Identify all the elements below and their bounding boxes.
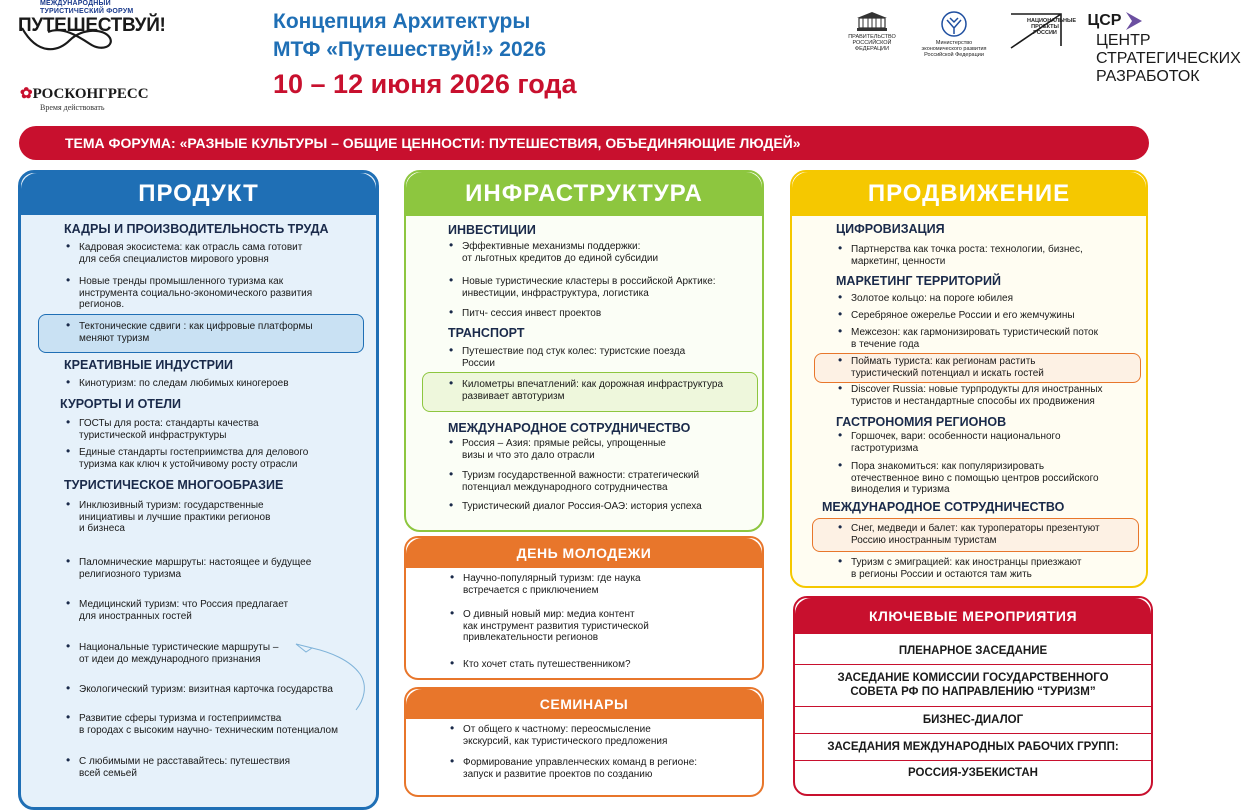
list-item: • Эффективные механизмы поддержки: от льготных кредитов до единой субсидии [462,241,658,264]
partner-logos [842,10,1241,86]
list-item: • Горшочек, вари: особенности национального гастротуризма [851,431,1061,454]
promotion-title: ПРОДВИЖЕНИЕ [792,172,1146,216]
product-section-staff: КАДРЫ И ПРОИЗВОДИТЕЛЬНОСТЬ ТРУДА [64,222,329,236]
key-event-state-council: ЗАСЕДАНИЕ КОМИССИИ ГОСУДАРСТВЕННОГО СОВЕТА РФ ПО НАПРАВЛЕНИЮ “ТУРИЗМ” [837,672,1109,698]
roscongress-logo [20,84,149,112]
divider [795,706,1151,707]
title-line-2: МТФ «Путешествуй!» 2026 [273,38,547,61]
page-title [273,8,546,64]
key-event-russia-uzbekistan: РОССИЯ-УЗБЕКИСТАН [908,767,1038,779]
list-item: • Научно-популярный туризм: где наука встречается с приключением [463,573,641,596]
roscongress-name: РОСКОНГРЕСС [32,86,149,102]
list-item: • Национальные туристические маршруты – от идеи до международного признания [79,642,278,665]
list-item: • Discover Russia: новые турпродукты для иностранных туристов и нестандартные способы их продвижения [851,384,1103,407]
forum-dates: 10 – 12 июня 2026 года [273,69,577,99]
forum-theme-bar: ТЕМА ФОРУМА: «РАЗНЫЕ КУЛЬТУРЫ – ОБЩИЕ ЦЕННОСТИ: ПУТЕШЕСТВИЯ, ОБЪЕДИНЯЮЩИЕ ЛЮДЕЙ» [19,126,1149,160]
list-item: • Туристический диалог Россия-ОАЭ: история успеха [462,501,702,513]
list-item: • Развитие сферы туризма и гостеприимства в городах с высоким научно- техническим потенциалом [79,713,338,736]
infra-section-investments: ИНВЕСТИЦИИ [448,223,536,237]
list-item: • Кто хочет стать путешественником? [463,659,631,671]
list-item: • Формирование управленческих команд в регионе: запуск и развитие проектов по созданию [463,757,697,780]
list-item-highlighted: • Километры впечатлений: как дорожная инфраструктура развивает автотуризм [462,379,723,402]
key-events-title: КЛЮЧЕВЫЕ МЕРОПРИЯТИЯ [795,598,1151,634]
key-event-working-groups: ЗАСЕДАНИЯ МЕЖДУНАРОДНЫХ РАБОЧИХ ГРУПП: [827,741,1119,753]
list-item: • Межсезон: как гармонизировать туристический поток в течение года [851,327,1098,350]
promo-section-marketing: МАРКЕТИНГ ТЕРРИТОРИЙ [836,274,1001,288]
partner-ministry [920,10,988,58]
list-item-highlighted: • Тектонические сдвиги : как цифровые платформы меняют туризм [79,321,313,344]
list-item: • Инклюзивный туризм: государственные инициативы и лучшие практики регионов и бизнеса [79,500,270,535]
forum-logo-small: МЕЖДУНАРОДНЫЙ ТУРИСТИЧЕСКИЙ ФОРУМ [40,0,134,15]
partner-government-name: ПРАВИТЕЛЬСТВО РОССИЙСКОЙ ФЕДЕРАЦИИ [848,34,896,52]
list-item: • Туризм государственной важности: стратегический потенциал международного сотрудничества [462,470,699,493]
list-item: • О дивный новый мир: медиа контент как инструмент развития туристической привлекательности регионов [463,609,649,644]
divider [795,733,1151,734]
partner-csr [1084,10,1241,86]
list-item: • Путешествие под стук колес: туристские поезда России [462,346,685,369]
partner-ministry-name: Министерство экономического развития Российской Федерации [921,40,987,58]
list-item: • Туризм с эмиграцией: как иностранцы приезжают в регионы России и остаются там жить [851,557,1081,580]
forum-logo [18,0,198,60]
list-item: • Паломнические маршруты: настоящее и будущее религиозного туризма [79,557,311,580]
infra-section-transport: ТРАНСПОРТ [448,326,525,340]
key-event-business-dialog: БИЗНЕС-ДИАЛОГ [922,714,1024,726]
list-item: • Пора знакомиться: как популяризировать отечественное вино с помощью центров российского виноделия и туризма [851,461,1099,496]
government-building-icon [855,10,889,32]
forum-loop-icon [18,22,128,56]
roscongress-sub: Время действовать [40,103,105,112]
promo-section-gastronomy: ГАСТРОНОМИЯ РЕГИОНОВ [836,415,1007,429]
youth-day-title: ДЕНЬ МОЛОДЕЖИ [406,538,762,568]
infrastructure-title: ИНФРАСТРУКТУРА [406,172,762,216]
product-section-creative: КРЕАТИВНЫЕ ИНДУСТРИИ [64,358,233,372]
csr-arrow-icon [1124,10,1144,32]
list-item: • Новые тренды промышленного туризма как инструмента социально-экономического развития регионов. [79,276,312,311]
divider [795,760,1151,761]
list-item: • Серебряное ожерелье России и его жемчужины [851,310,1075,322]
promo-section-digital: ЦИФРОВИЗАЦИЯ [836,222,945,236]
partner-government [842,10,902,52]
key-events-box [793,596,1153,796]
list-item: • Питч- сессия инвест проектов [462,308,601,320]
title-line-1: Концепция Архитектуры [273,10,531,33]
list-item: • ГОСТы для роста: стандарты качества туристической инфраструктуры [79,418,259,441]
list-item: • Кадровая экосистема: как отрасль сама готовит для себя специалистов мирового уровня [79,242,302,265]
csr-name: ЦСР [1087,12,1122,29]
eagle-emblem-icon [940,10,968,38]
list-item: • Единые стандарты гостеприимства для делового туризма как ключ к устойчивому росту отрасли [79,447,308,470]
product-section-resorts: КУРОРТЫ И ОТЕЛИ [60,397,182,411]
partner-national-projects [1006,10,1077,50]
list-item: • От общего к частному: переосмысление экскурсий, как туристического предложения [463,724,667,747]
list-item: • Россия – Азия: прямые рейсы, упрощенные визы и что это дало отрасли [462,438,666,461]
list-item-highlighted: • Поймать туриста: как регионам растить туристический потенциал и искать гостей [851,356,1044,379]
list-item: • Экологический туризм: визитная карточка государства [79,684,333,696]
list-item: • Медицинский туризм: что Россия предлагает для иностранных гостей [79,599,288,622]
promo-section-international: МЕЖДУНАРОДНОЕ СОТРУДНИЧЕСТВО [822,500,1065,514]
product-title: ПРОДУКТ [21,173,376,215]
divider [795,664,1151,665]
seminars-title: СЕМИНАРЫ [406,689,762,719]
key-event-plenary: ПЛЕНАРНОЕ ЗАСЕДАНИЕ [898,645,1048,657]
partner-national-projects-name: НАЦИОНАЛЬНЫЕ ПРОЕКТЫ РОССИИ [1027,18,1077,36]
list-item-highlighted: • Снег, медведи и балет: как туроператоры презентуют Россию иностранным туристам [851,523,1100,546]
forum-logo-big: ПУТЕШЕСТВУЙ! [18,15,166,36]
product-section-diversity: ТУРИСТИЧЕСКОЕ МНОГООБРАЗИЕ [64,478,284,492]
list-item: • Партнерства как точка роста: технологии, бизнес, маркетинг, ценности [851,244,1083,267]
airplane-trail-icon [290,634,370,714]
list-item: • С любимыми не расставайтесь: путешествия всей семьей [79,756,290,779]
roscongress-flower-icon: ✿ [20,86,33,102]
list-item: • Золотое кольцо: на пороге юбилея [851,293,1013,305]
list-item: • Кинотуризм: по следам любимых киногероев [79,378,289,390]
csr-sub: ЦЕНТР СТРАТЕГИЧЕСКИХ РАЗРАБОТОК [1096,32,1241,85]
list-item: • Новые туристические кластеры в российской Арктике: инвестиции, инфраструктура, логистика [462,276,716,299]
infra-section-international: МЕЖДУНАРОДНОЕ СОТРУДНИЧЕСТВО [448,421,691,435]
